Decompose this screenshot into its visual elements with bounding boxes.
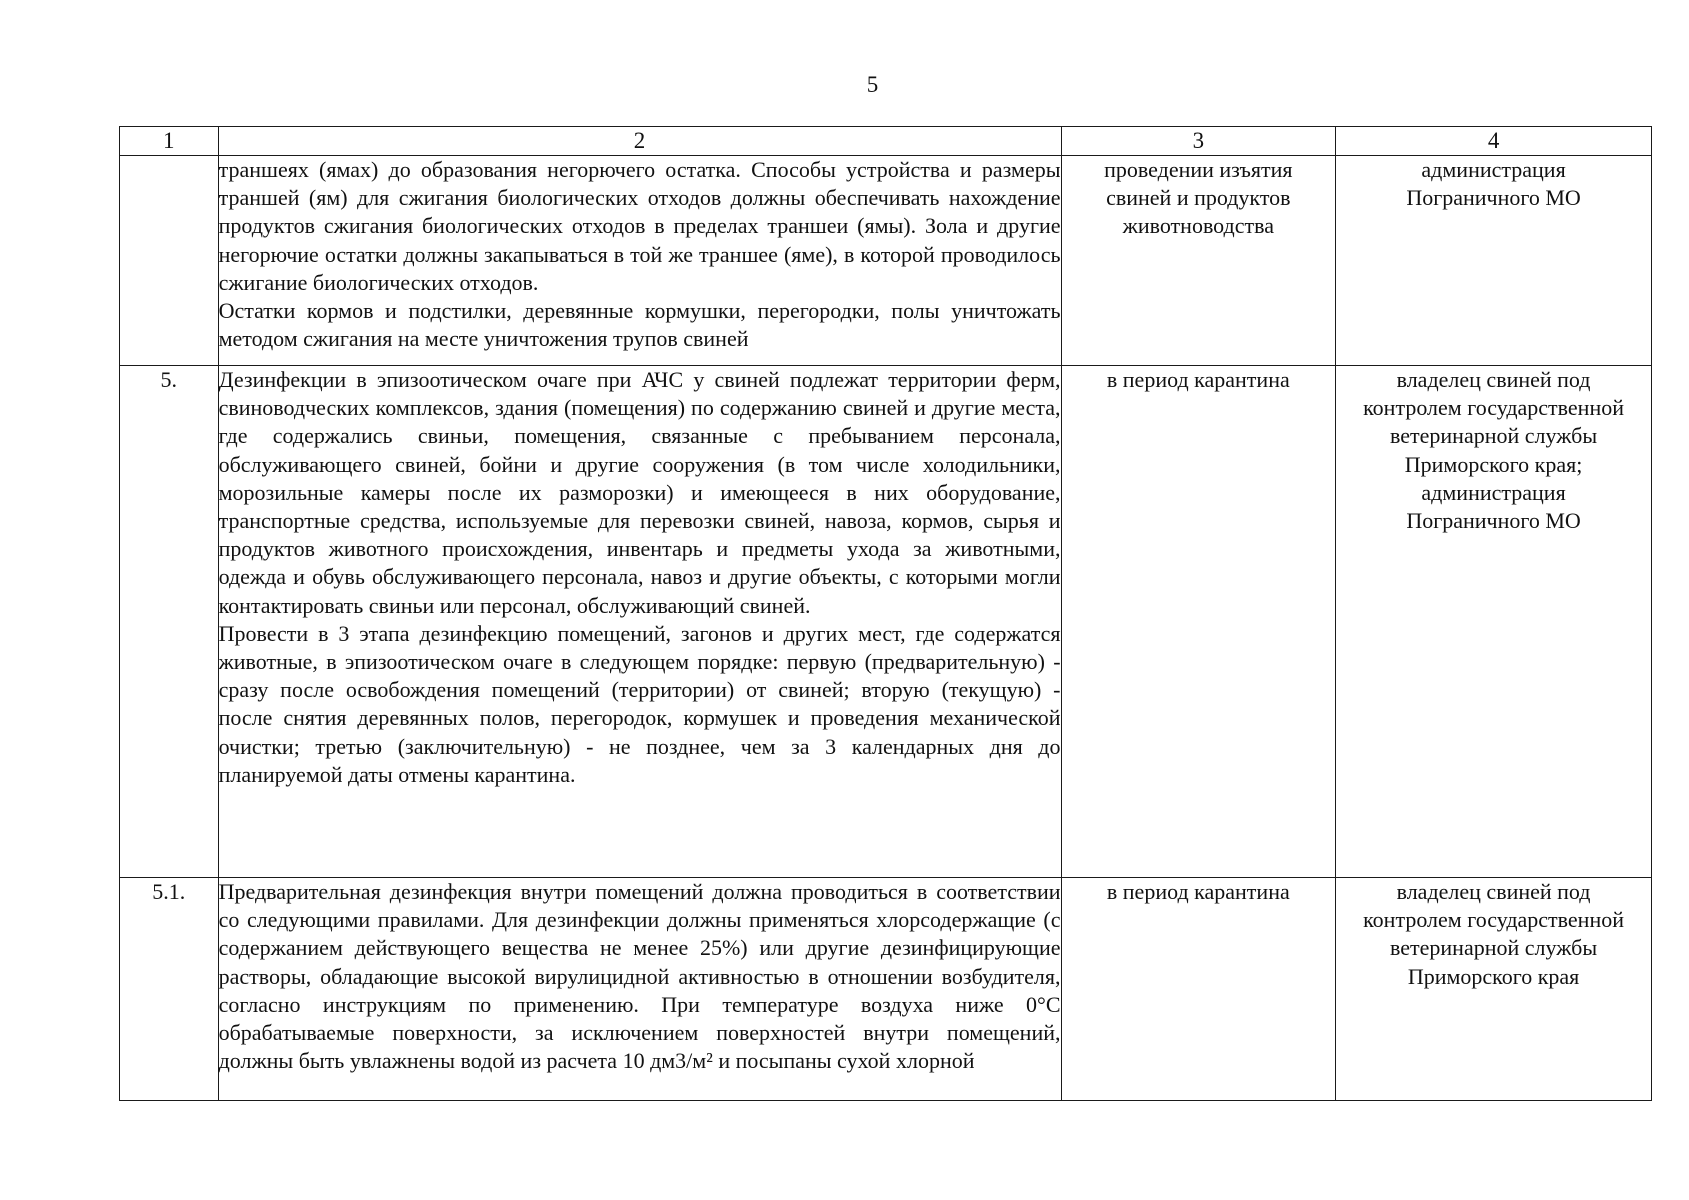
header-cell-3: 3 xyxy=(1061,127,1336,156)
responsible-line: Пограничного МО xyxy=(1406,508,1581,534)
responsible-line: администрация xyxy=(1421,479,1566,505)
measure-paragraph: Предварительная дезинфекция внутри помещений должна проводиться в соответствии со следующими правилами. Для дезинфекции должны применяться хлорсодержащие (с содержанием действующего вещества не менее 25%) или другие дезинфицирующие растворы, обладающие высокой вирулицидной активностью в отношении возбудителя, согласно инструкциям по применению. При температуре воздуха ниже 0°С обрабатываемые поверхности, за исключением поверхностей внутри помещений, должны быть увлажнены водой из расчета 10 дм3/м² и посыпаны сухой хлорной xyxy=(218,879,1061,1074)
term-line: в период карантина xyxy=(1106,879,1290,904)
responsible-line: администрация xyxy=(1421,157,1566,182)
responsible-line: ветеринарной службы xyxy=(1390,935,1598,961)
measure-paragraph: Остатки кормов и подстилки, деревянные кормушки, перегородки, полы уничтожать методом сжигания на месте уничтожения трупов свиней xyxy=(218,298,1061,352)
responsible-line: Приморского края; xyxy=(1404,451,1583,477)
term-line: животноводства xyxy=(1122,213,1274,239)
responsible-line: владелец свиней под xyxy=(1396,879,1591,904)
table-header xyxy=(120,127,1652,156)
responsible-line: Приморского края xyxy=(1407,963,1580,989)
table-row xyxy=(120,878,1652,1101)
table-row xyxy=(120,366,1652,878)
header-cell-4: 4 xyxy=(1336,127,1652,156)
row-number: 5. xyxy=(120,366,219,878)
term-cell xyxy=(1061,366,1336,878)
responsible-cell xyxy=(1336,156,1652,366)
measure-text xyxy=(218,366,1061,878)
table-row xyxy=(120,156,1652,366)
term-line: в период карантина xyxy=(1106,367,1290,392)
row-number: 5.1. xyxy=(120,878,219,1101)
measure-paragraph: Провести в 3 этапа дезинфекцию помещений, загонов и других мест, где содержатся животные, в эпизоотическом очаге в следующем порядке: первую (предварительную) - сразу после освобождения помещений (территории) от свиней; вторую (текущую) - после снятия деревянных полов, перегородок, кормушек и проведения механической очистки; третью (заключительную) - не позднее, чем за 3 календарных дня до планируемой даты отмены карантина. xyxy=(218,620,1061,787)
table-body xyxy=(120,156,1652,1101)
header-cell-1: 1 xyxy=(120,127,219,156)
term-line: свиней и продуктов xyxy=(1106,185,1291,211)
term-line: проведении изъятия xyxy=(1104,157,1293,182)
measure-paragraph: траншеях (ямах) до образования негорючего остатка. Способы устройства и размеры траншей (ям) для сжигания биологических отходов должны обеспечивать нахождение продуктов сжигания биологических отходов в пределах траншеи (ямы). Зола и другие негорючие остатки должны закапываться в той же траншее (яме), в которой проводилось сжигание биологических отходов. xyxy=(218,157,1061,295)
header-row xyxy=(120,127,1652,156)
measures-table xyxy=(119,126,1652,1101)
responsible-line: ветеринарной службы xyxy=(1390,423,1598,449)
term-cell xyxy=(1061,878,1336,1101)
responsible-line: контролем государственной xyxy=(1363,907,1625,933)
responsible-line: владелец свиней под xyxy=(1396,367,1591,392)
measure-text xyxy=(218,156,1061,366)
responsible-line: контролем государственной xyxy=(1363,395,1625,421)
measure-paragraph: Дезинфекции в эпизоотическом очаге при АЧС у свиней подлежат территории ферм, свиноводческих комплексов, здания (помещения) по содержанию свиней и другие места, где содержались свиньи, помещения, связанные с пребыванием персонала, обслуживающего свиней, бойни и другие сооружения (в том числе холодильники, морозильные камеры после их разморозки) и имеющееся в них оборудование, транспортные средства, используемые для перевозки свиней, навоза, кормов, сырья и продуктов животного происхождения, инвентарь и предметы ухода за животными, одежда и обувь обслуживающего персонала, навоз и другие объекты, с которыми могли контактировать свиньи или персонал, обслуживающий свиней. xyxy=(218,367,1061,618)
page-number: 5 xyxy=(866,72,879,97)
header-cell-2: 2 xyxy=(218,127,1061,156)
row-number xyxy=(120,156,219,366)
responsible-cell xyxy=(1336,878,1652,1101)
responsible-line: Пограничного МО xyxy=(1406,185,1581,211)
measure-text xyxy=(218,878,1061,1101)
responsible-cell xyxy=(1336,366,1652,878)
term-cell xyxy=(1061,156,1336,366)
